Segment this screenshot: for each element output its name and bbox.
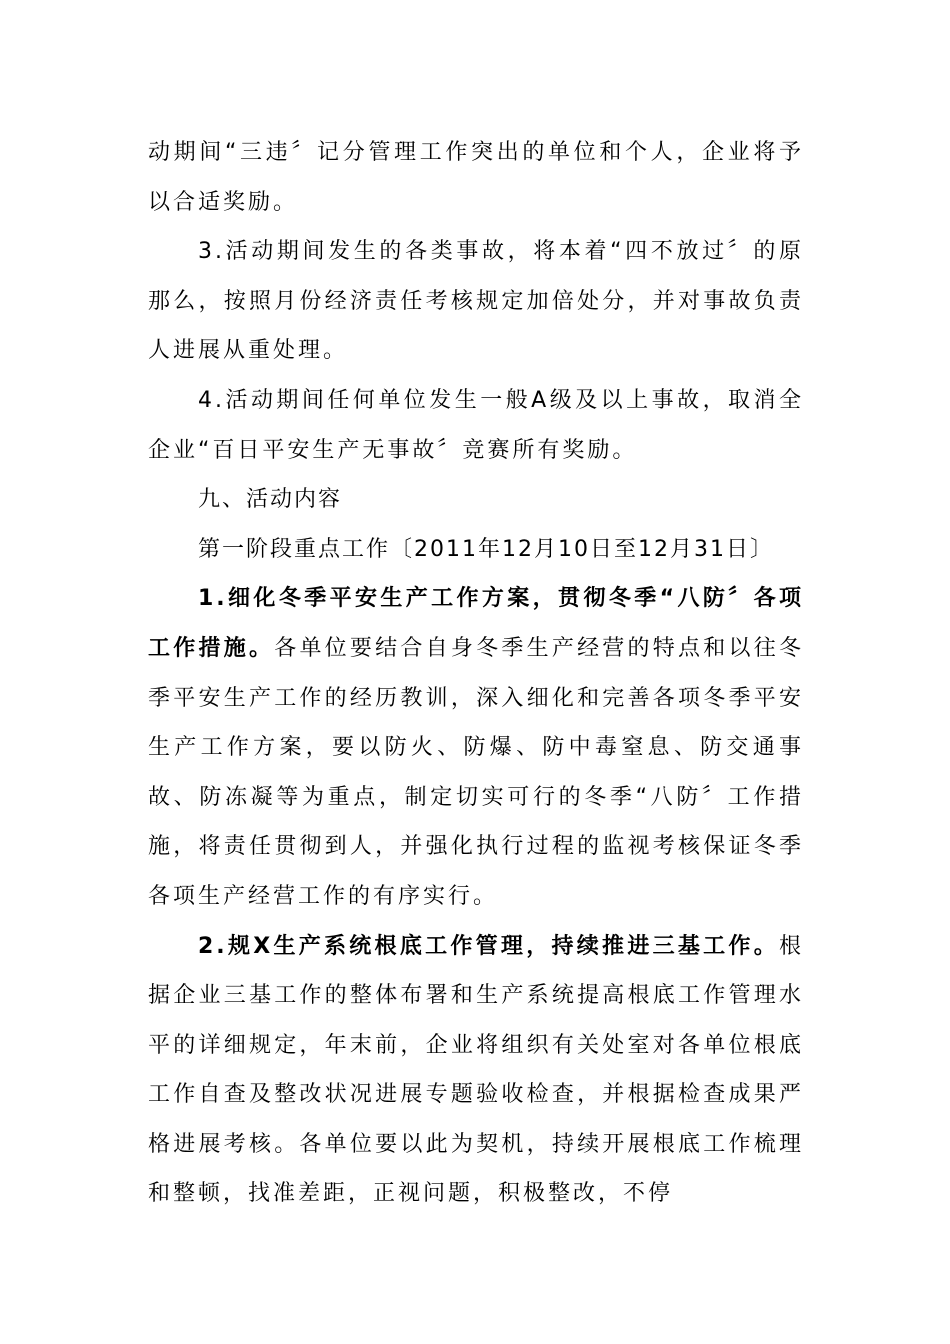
paragraph-stage-item-1-title: 1.细化冬季平安生产工作方案，贯彻冬季“八防〞各项工作措施。: [148, 586, 804, 661]
document-page: [148, 128, 804, 1219]
paragraph-item-4: 4.活动期间任何单位发生一般A级及以上事故，取消全企业“百日平安生产无事故〞竞赛所有奖励。: [148, 387, 804, 463]
paragraph-stage-item-2: [148, 922, 804, 1220]
paragraph-stage-item-1: [148, 574, 804, 921]
paragraph-continuation: 动期间“三违〞记分管理工作突出的单位和个人，企业将予以合适奖励。: [148, 140, 804, 215]
paragraph-item-3: 3.活动期间发生的各类事故，将本着“四不放过〞的原那么，按照月份经济责任考核规定加倍处分，并对事故负责人进展从重处理。: [148, 239, 804, 364]
stage-one-heading: 第一阶段重点工作〔2011年12月10日至12月31日〕: [198, 536, 774, 562]
paragraph-stage-item-2-body: 根据企业三基工作的整体布署和生产系统提高根底工作管理水平的详细规定，年末前，企业将组织有关处室对各单位根底工作自查及整改状况进展专题验收检查，并根据检查成果严格进展考核。各单位要以此为契机，持续开展根底工作梳理和整顿，找准差距，正视问题，积极整改，不停: [148, 933, 804, 1207]
paragraph-stage-item-2-title: 2.规X生产系统根底工作管理，持续推进三基工作。: [198, 933, 779, 959]
section-heading-activity-content: 九、活动内容: [198, 487, 343, 513]
paragraph-stage-item-1-body: 各单位要结合自身冬季生产经营的特点和以往冬季平安生产工作的经历教训，深入细化和完善各项冬季平安生产工作方案，要以防火、防爆、防中毒窒息、防交通事故、防冻凝等为重点，制定切实可行的冬季“八防〞工作措施，将责任贯彻到人，并强化执行过程的监视考核保证冬季各项生产经营工作的有序实行。: [148, 635, 804, 909]
